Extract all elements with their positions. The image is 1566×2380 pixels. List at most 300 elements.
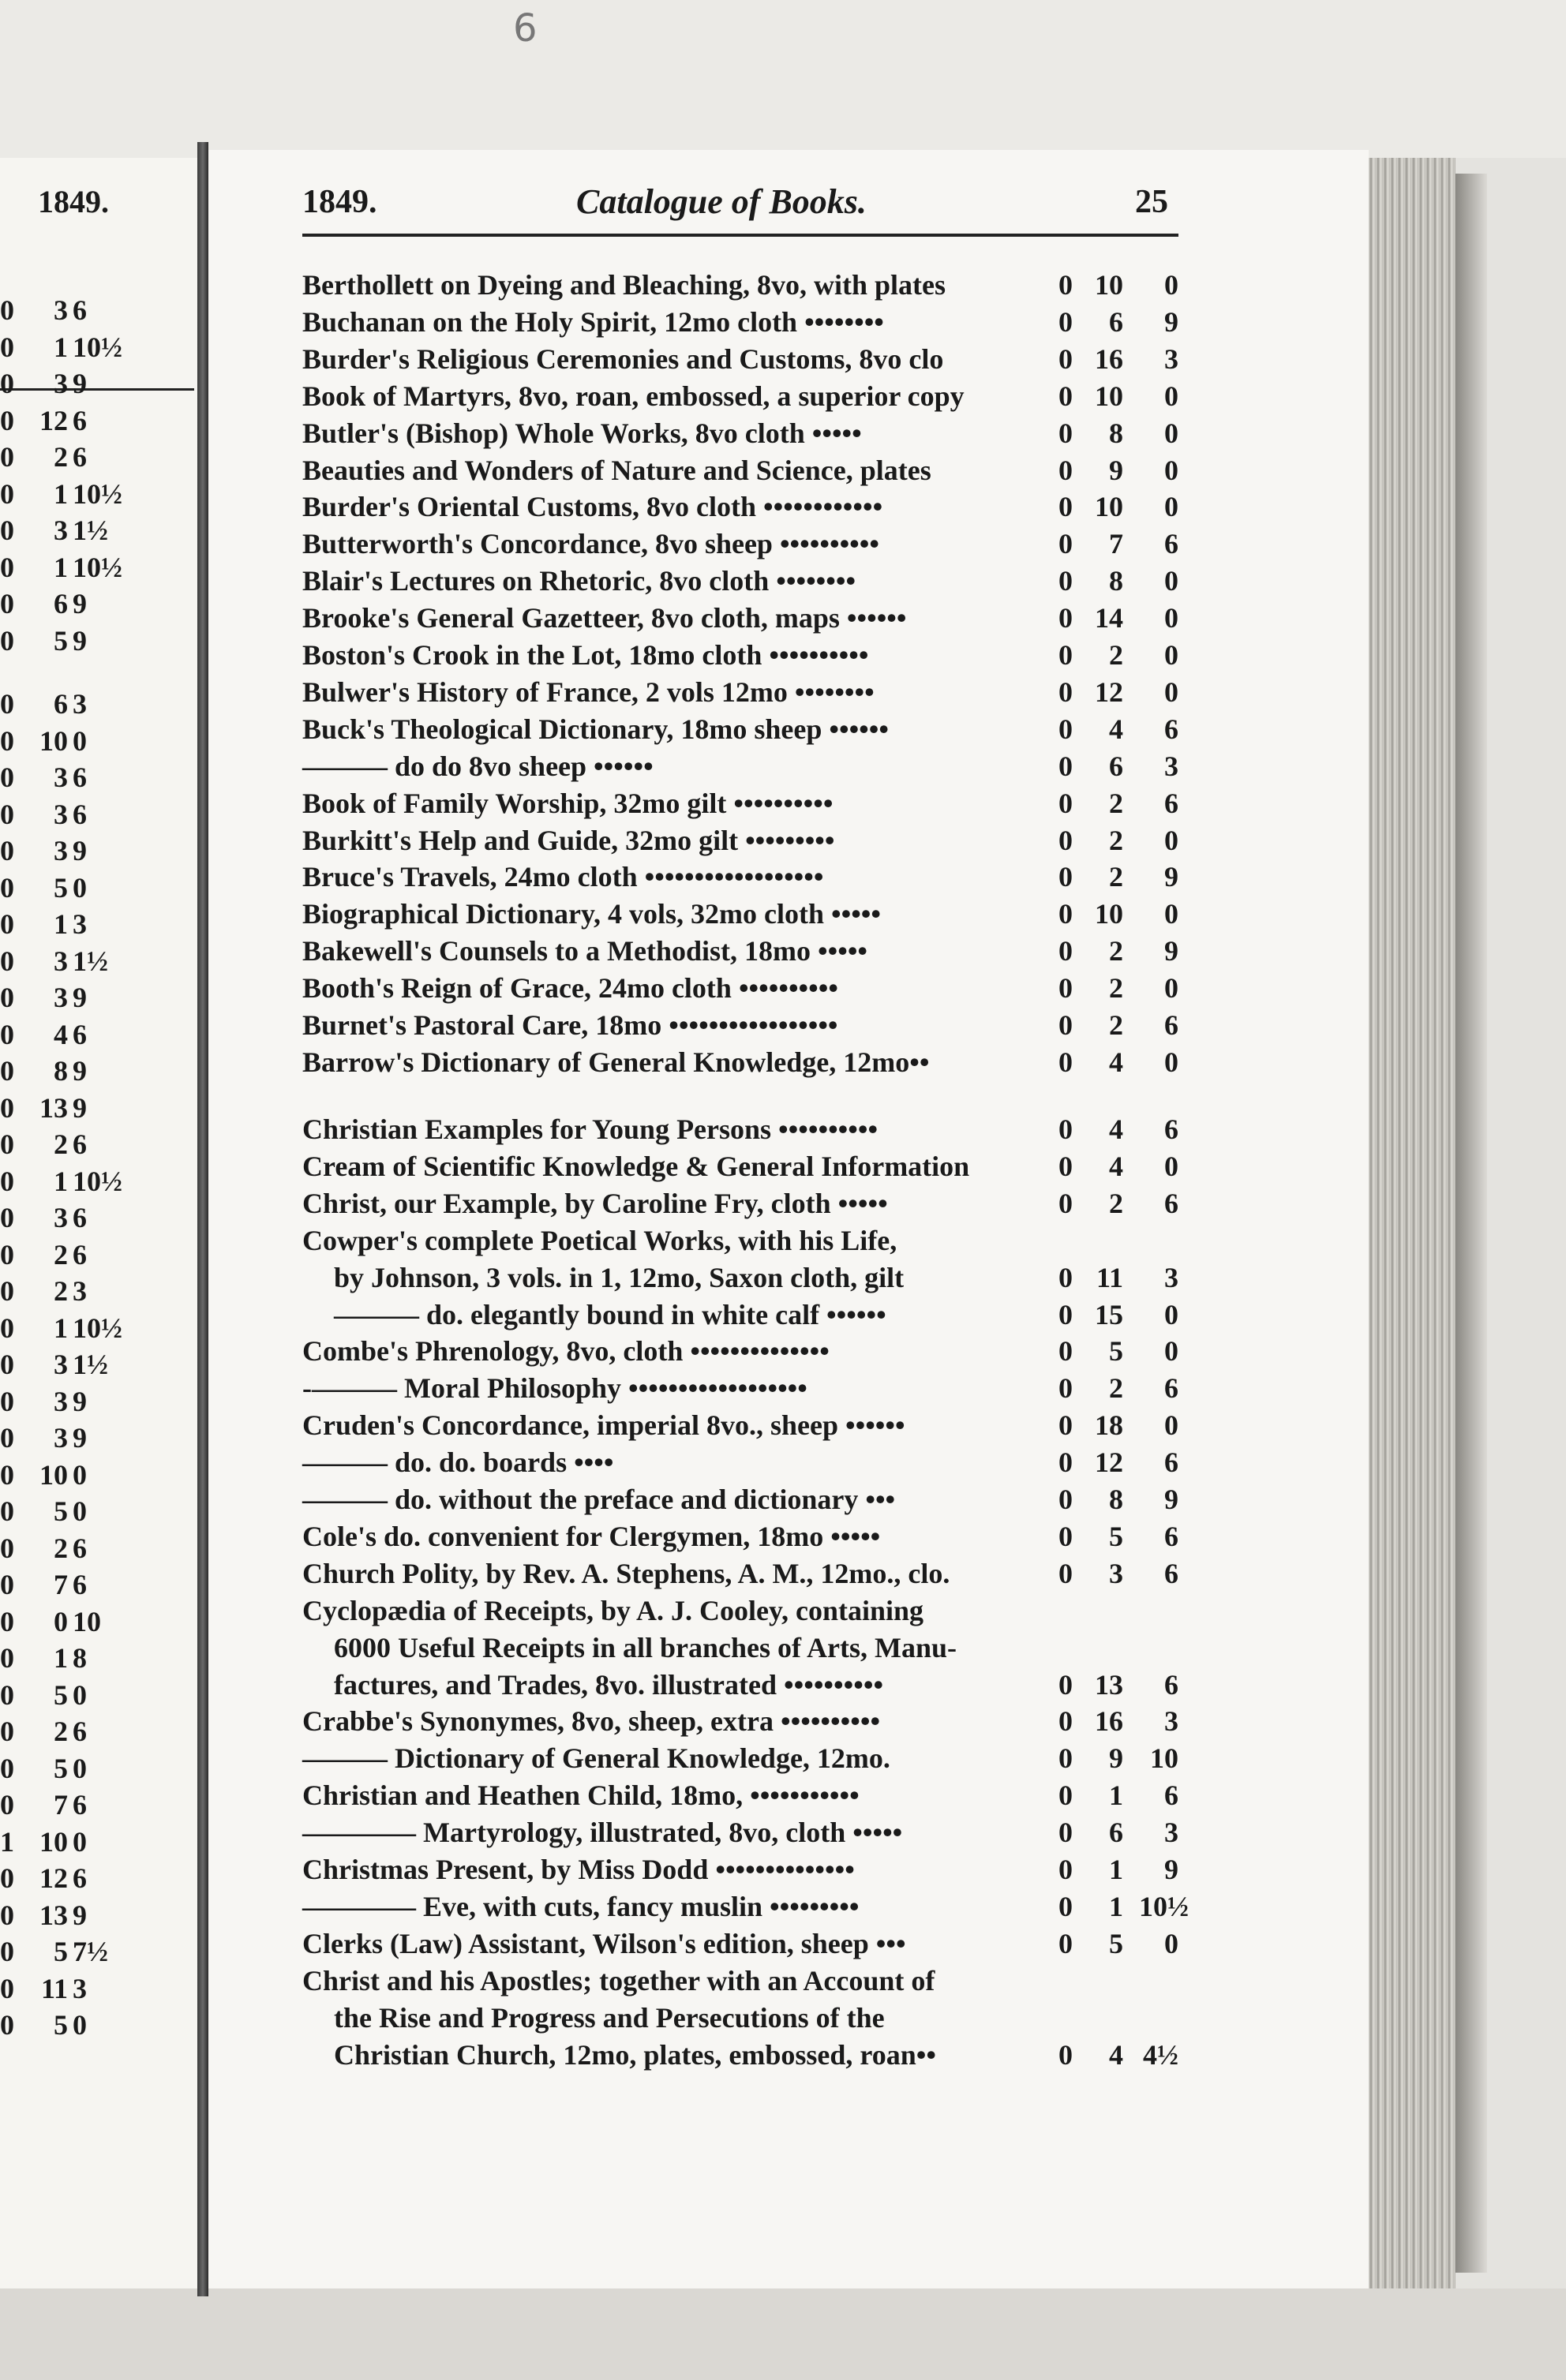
entry-title: Christ and his Apostles; together with an Account of — [302, 1964, 935, 1996]
entry-price-pounds: 0 — [1058, 1150, 1073, 1182]
left-price-pounds: 0 — [0, 688, 14, 720]
left-price-shillings: 5 — [54, 871, 68, 904]
entry-price-pence: 0 — [1164, 639, 1178, 671]
entry-price-pence: 6 — [1164, 787, 1178, 819]
left-price-pounds: 0 — [0, 551, 14, 583]
entry-title: Cyclopædia of Receipts, by A. J. Cooley, containing — [302, 1594, 924, 1626]
left-price-row — [0, 1972, 189, 2008]
left-price-pence: 10½ — [73, 331, 122, 363]
left-price-pounds: 0 — [0, 1752, 14, 1784]
entry-price-pence: 0 — [1164, 269, 1178, 301]
catalogue-entry — [302, 1150, 1182, 1187]
left-price-shillings: 2 — [54, 1275, 68, 1307]
entry-title: the Rise and Progress and Persecutions of the — [334, 2001, 885, 2034]
entry-price-pence: 6 — [1164, 1520, 1178, 1552]
left-price-pence: 9 — [73, 588, 87, 619]
entry-price-shillings: 7 — [1109, 528, 1123, 560]
entry-title: by Johnson, 3 vols. in 1, 12mo, Saxon cloth, gilt — [334, 1261, 905, 1293]
catalogue-entry — [302, 1668, 1182, 1705]
left-price-shillings: 2 — [54, 1716, 68, 1747]
left-price-row — [0, 294, 189, 330]
entry-title: Berthollett on Dyeing and Bleaching, 8vo, with plates — [302, 269, 946, 301]
left-price-pounds: 0 — [0, 477, 14, 510]
entry-price-shillings: 8 — [1109, 1484, 1123, 1515]
entry-price-pounds: 0 — [1058, 935, 1073, 967]
entry-price-shillings: 2 — [1109, 824, 1123, 856]
entry-price-pounds: 0 — [1058, 1705, 1073, 1738]
left-price-pounds: 0 — [0, 1569, 14, 1600]
left-price-row — [0, 1128, 189, 1164]
catalogue-entry — [302, 638, 1182, 675]
entry-price-shillings: 2 — [1109, 1187, 1123, 1219]
left-price-row — [0, 945, 189, 981]
entry-price-pence: 0 — [1164, 454, 1178, 486]
catalogue-entry — [302, 380, 1182, 417]
left-price-pounds: 0 — [0, 1605, 14, 1637]
entry-price-pence: 6 — [1164, 713, 1178, 745]
left-price-shillings: 3 — [54, 1385, 68, 1417]
entry-price-pence: 3 — [1164, 750, 1178, 782]
page-year: 1849. — [302, 184, 377, 220]
entry-title: Christian Examples for Young Persons •••••••••• — [302, 1113, 879, 1145]
header-rule — [302, 234, 1178, 237]
entry-price-shillings: 13 — [1095, 1668, 1123, 1701]
left-price-shillings: 3 — [54, 1202, 68, 1233]
entry-title: Clerks (Law) Assistant, Wilson's edition, sheep ••• — [302, 1927, 906, 1959]
left-price-shillings: 3 — [54, 1349, 68, 1380]
left-price-shillings: 3 — [54, 762, 68, 793]
entry-price-pence: 9 — [1164, 1484, 1178, 1515]
book-gutter — [197, 142, 208, 2296]
entry-price-shillings: 4 — [1109, 713, 1123, 745]
entry-price-pence: 6 — [1164, 1557, 1178, 1589]
entry-price-pence: 0 — [1164, 602, 1178, 634]
scan-background-top — [0, 0, 1566, 158]
entry-title: Cowper's complete Poetical Works, with his Life, — [302, 1224, 897, 1256]
entry-price-pounds: 0 — [1058, 528, 1073, 560]
left-price-row — [0, 1641, 189, 1678]
entry-title: Biographical Dictionary, 4 vols, 32mo cloth ••••• — [302, 898, 882, 930]
entry-price-pence: 6 — [1164, 1187, 1178, 1219]
left-price-row — [0, 1825, 189, 1862]
entry-title: Cream of Scientific Knowledge & General Information — [302, 1150, 970, 1182]
left-price-row — [0, 2008, 189, 2045]
entry-price-pounds: 0 — [1058, 1446, 1073, 1479]
entry-price-pounds: 0 — [1058, 861, 1073, 893]
left-price-shillings: 3 — [54, 798, 68, 830]
left-price-shillings: 6 — [54, 688, 68, 720]
left-price-pence: 0 — [73, 724, 87, 757]
left-price-pounds: 0 — [0, 1789, 14, 1821]
catalogue-entry — [302, 1334, 1182, 1371]
left-price-shillings: 1 — [54, 1312, 68, 1344]
entry-title: Cole's do. convenient for Clergymen, 18mo ••••• — [302, 1520, 881, 1552]
entry-price-pounds: 0 — [1058, 380, 1073, 412]
entry-title: Book of Family Worship, 32mo gilt •••••••••• — [302, 787, 834, 819]
entry-price-shillings: 6 — [1109, 305, 1123, 338]
left-price-pence: 6 — [73, 1569, 87, 1600]
entry-price-pence: 4½ — [1143, 2038, 1178, 2071]
entry-price-shillings: 2 — [1109, 1372, 1123, 1405]
left-price-shillings: 5 — [54, 624, 68, 657]
catalogue-entry — [302, 1046, 1182, 1083]
left-price-pence: 9 — [73, 835, 87, 866]
left-price-shillings: 11 — [40, 1972, 68, 2004]
catalogue-entry — [302, 1371, 1182, 1409]
left-price-row — [0, 1532, 189, 1568]
entry-price-pounds: 0 — [1058, 1668, 1073, 1701]
left-price-shillings: 10 — [39, 724, 68, 757]
catalogue-entry — [302, 2038, 1182, 2075]
left-price-row — [0, 624, 189, 660]
entry-title: Christian Church, 12mo, plates, embossed, roan•• — [334, 2038, 936, 2071]
entry-price-shillings: 3 — [1109, 1557, 1123, 1589]
left-price-pence: 6 — [73, 1128, 87, 1160]
entry-price-shillings: 9 — [1109, 454, 1123, 486]
left-price-pounds: 0 — [0, 1385, 14, 1417]
entry-title: ——— do do 8vo sheep •••••• — [302, 750, 654, 782]
left-price-pounds: 0 — [0, 1862, 14, 1894]
entry-title: Book of Martyrs, 8vo, roan, embossed, a superior copy — [302, 380, 965, 412]
left-price-row — [0, 1312, 189, 1348]
catalogue-entry — [302, 787, 1182, 824]
entry-title: Buchanan on the Holy Spirit, 12mo cloth •••••••• — [302, 305, 884, 338]
left-price-row — [0, 1054, 189, 1091]
catalogue-entry — [302, 1520, 1182, 1557]
left-price-pounds: 0 — [0, 871, 14, 904]
left-price-row — [0, 1458, 189, 1495]
entry-price-pence: 6 — [1164, 1009, 1178, 1041]
catalogue-entry — [302, 713, 1182, 750]
page-edges — [1369, 158, 1455, 2288]
left-price-shillings: 4 — [54, 1018, 68, 1050]
left-price-shillings: 2 — [54, 441, 68, 473]
entry-price-pounds: 0 — [1058, 1113, 1073, 1145]
catalogue-entry — [302, 1631, 1182, 1668]
entry-title: ——— do. elegantly bound in white calf •••••• — [334, 1298, 886, 1330]
entry-price-shillings: 11 — [1096, 1261, 1123, 1293]
left-price-row — [0, 551, 189, 587]
entry-price-shillings: 1 — [1109, 1854, 1123, 1885]
left-price-pounds: 0 — [0, 1091, 14, 1124]
entry-title: Bruce's Travels, 24mo cloth •••••••••••••••••• — [302, 861, 824, 893]
catalogue-entry — [302, 268, 1182, 305]
entry-price-pounds: 0 — [1058, 750, 1073, 782]
left-price-pence: 6 — [73, 1789, 87, 1821]
entry-title: Boston's Crook in the Lot, 18mo cloth •••••••••• — [302, 639, 869, 671]
entry-price-pounds: 0 — [1058, 713, 1073, 745]
catalogue-entry — [302, 490, 1182, 527]
entry-price-pounds: 0 — [1058, 1335, 1073, 1368]
entry-title: ———— Martyrology, illustrated, 8vo, cloth ••••• — [302, 1817, 903, 1849]
entry-price-pence: 6 — [1164, 528, 1178, 560]
left-price-pounds: 0 — [0, 368, 14, 399]
entry-price-shillings: 5 — [1109, 1520, 1123, 1552]
left-price-pounds: 0 — [0, 1018, 14, 1050]
entry-price-shillings: 10 — [1095, 898, 1123, 930]
page-number: 25 — [1135, 184, 1168, 220]
left-price-pounds: 0 — [0, 1899, 14, 1931]
left-price-row — [0, 1788, 189, 1824]
left-price-pence: 9 — [73, 982, 87, 1013]
left-price-shillings: 5 — [54, 1495, 68, 1527]
entry-price-pence: 0 — [1164, 1335, 1178, 1368]
entry-price-shillings: 4 — [1109, 1046, 1123, 1078]
entry-price-pence: 0 — [1164, 1298, 1178, 1330]
left-price-row — [0, 687, 189, 724]
left-price-row — [0, 1348, 189, 1384]
catalogue-entry — [302, 1446, 1182, 1483]
left-price-shillings: 1 — [54, 1642, 68, 1674]
left-price-row — [0, 1678, 189, 1715]
left-price-pence: 0 — [73, 1495, 87, 1527]
catalogue-entry — [302, 1594, 1182, 1631]
left-price-row — [0, 514, 189, 550]
left-price-pounds: 0 — [0, 294, 14, 326]
left-price-pence: 3 — [73, 1275, 87, 1307]
entry-price-pounds: 0 — [1058, 2038, 1073, 2071]
entry-price-pounds: 0 — [1058, 305, 1073, 338]
left-page-year: 1849. — [38, 184, 109, 219]
left-price-pounds: 0 — [0, 724, 14, 757]
catalogue-entry — [302, 897, 1182, 934]
entry-title: Church Polity, by Rev. A. Stephens, A. M., 12mo., clo. — [302, 1557, 950, 1589]
entry-price-shillings: 10 — [1095, 380, 1123, 412]
entry-title: Barrow's Dictionary of General Knowledge, 12mo•• — [302, 1046, 930, 1078]
entry-price-shillings: 4 — [1109, 1113, 1123, 1145]
entry-price-pence: 0 — [1164, 565, 1178, 597]
entry-title: Bulwer's History of France, 2 vols 12mo •••••••• — [302, 675, 875, 708]
entry-title: Bakewell's Counsels to a Methodist, 18mo ••••• — [302, 935, 868, 967]
entry-price-pence: 0 — [1164, 380, 1178, 412]
entry-price-shillings: 8 — [1109, 565, 1123, 597]
entry-price-pence: 10½ — [1139, 1890, 1189, 1922]
catalogue-entry — [302, 1187, 1182, 1224]
left-price-shillings: 1 — [54, 331, 68, 363]
left-price-shillings: 6 — [54, 588, 68, 619]
left-price-row — [0, 1238, 189, 1274]
catalogue-entry — [302, 971, 1182, 1009]
entry-price-pounds: 0 — [1058, 454, 1073, 486]
left-price-pounds: 0 — [0, 1972, 14, 2004]
left-price-pounds: 0 — [0, 1165, 14, 1197]
left-price-row — [0, 1274, 189, 1311]
left-price-pence: 9 — [73, 624, 87, 657]
left-price-pence: 6 — [73, 798, 87, 830]
left-price-shillings: 13 — [39, 1899, 68, 1931]
entry-title: Cruden's Concordance, imperial 8vo., sheep •••••• — [302, 1409, 905, 1442]
left-price-pence: 10½ — [73, 1165, 122, 1197]
left-price-pence: 7½ — [73, 1936, 108, 1967]
entry-price-pence: 3 — [1164, 1817, 1178, 1849]
catalogue-entry — [302, 601, 1182, 638]
entry-title: Combe's Phrenology, 8vo, cloth •••••••••••••• — [302, 1335, 830, 1368]
left-price-pounds: 0 — [0, 1055, 14, 1087]
entry-title: Burkitt's Help and Guide, 32mo gilt ••••••••• — [302, 824, 835, 856]
left-price-shillings: 1 — [54, 908, 68, 940]
left-price-row — [0, 1018, 189, 1054]
entry-price-pounds: 0 — [1058, 824, 1073, 856]
entry-title: -——— Moral Philosophy •••••••••••••••••• — [302, 1372, 807, 1405]
left-price-pence: 9 — [73, 1055, 87, 1087]
left-price-shillings: 12 — [39, 404, 68, 436]
left-price-shillings: 3 — [54, 982, 68, 1013]
entry-title: Christ, our Example, by Caroline Fry, cloth ••••• — [302, 1187, 888, 1219]
catalogue-entry — [302, 1742, 1182, 1779]
left-price-pence: 6 — [73, 1018, 87, 1050]
catalogue-entry — [302, 417, 1182, 454]
left-price-row — [0, 587, 189, 623]
left-price-row — [0, 724, 189, 761]
left-price-pence: 9 — [73, 1091, 87, 1124]
left-price-row — [0, 907, 189, 944]
left-price-shillings: 8 — [54, 1055, 68, 1087]
left-price-pence: 10½ — [73, 551, 122, 583]
entry-price-pence: 0 — [1164, 675, 1178, 708]
entry-price-pence: 6 — [1164, 1779, 1178, 1812]
left-price-pence: 10½ — [73, 1312, 122, 1344]
left-price-row — [0, 1935, 189, 1971]
left-price-pence: 0 — [73, 1458, 87, 1491]
left-price-pence: 1½ — [73, 945, 108, 977]
page-title: Catalogue of Books. — [576, 182, 867, 221]
left-price-row — [0, 331, 189, 367]
catalogue-entry — [302, 2001, 1182, 2038]
left-price-shillings: 3 — [54, 835, 68, 866]
entry-price-shillings: 2 — [1109, 639, 1123, 671]
entry-title: Butler's (Bishop) Whole Works, 8vo cloth ••••• — [302, 417, 862, 449]
left-price-shillings: 3 — [54, 368, 68, 399]
page-edge-shadow — [1455, 174, 1487, 2273]
entry-title: ——— do. do. boards •••• — [302, 1446, 614, 1479]
left-price-row — [0, 477, 189, 514]
entry-price-pence: 3 — [1164, 1705, 1178, 1738]
left-price-row — [0, 1568, 189, 1604]
left-price-shillings: 13 — [39, 1091, 68, 1124]
entry-title: Blair's Lectures on Rhetoric, 8vo cloth •••••••• — [302, 565, 856, 597]
entry-title: Burder's Religious Ceremonies and Customs, 8vo clo — [302, 342, 944, 375]
entry-price-pence: 9 — [1164, 935, 1178, 967]
entry-price-pence: 0 — [1164, 417, 1178, 449]
entry-price-pounds: 0 — [1058, 565, 1073, 597]
left-price-pounds: 0 — [0, 404, 14, 436]
left-price-shillings: 5 — [54, 1752, 68, 1784]
left-price-row — [0, 1091, 189, 1128]
left-price-pounds: 0 — [0, 1532, 14, 1564]
left-price-pounds: 0 — [0, 835, 14, 866]
entry-price-shillings: 2 — [1109, 787, 1123, 819]
entry-price-pence: 0 — [1164, 1409, 1178, 1442]
left-price-pence: 0 — [73, 871, 87, 904]
left-price-pence: 6 — [73, 762, 87, 793]
entry-price-shillings: 6 — [1109, 750, 1123, 782]
entry-price-pence: 6 — [1164, 1668, 1178, 1701]
catalogue-entry — [302, 1964, 1182, 2001]
entry-title: Beauties and Wonders of Nature and Science, plates — [302, 454, 931, 486]
left-price-pence: 6 — [73, 441, 87, 473]
left-price-pounds: 0 — [0, 331, 14, 363]
catalogue-entry — [302, 1483, 1182, 1520]
entry-price-pounds: 0 — [1058, 1009, 1073, 1041]
left-price-pounds: 0 — [0, 908, 14, 940]
entry-title: Burder's Oriental Customs, 8vo cloth •••••••••••• — [302, 491, 883, 523]
entry-price-shillings: 10 — [1095, 269, 1123, 301]
entry-title: Butterworth's Concordance, 8vo sheep •••••••••• — [302, 528, 879, 560]
left-price-row — [0, 834, 189, 870]
catalogue-entry — [302, 1224, 1182, 1261]
left-price-pence: 0 — [73, 1752, 87, 1784]
left-price-shillings: 3 — [54, 945, 68, 977]
catalogue-entry — [302, 675, 1182, 713]
left-price-pence: 3 — [73, 1972, 87, 2004]
left-price-pounds: 0 — [0, 1238, 14, 1270]
left-price-shillings: 5 — [54, 1678, 68, 1711]
entry-price-pence: 3 — [1164, 342, 1178, 375]
entry-title: Christmas Present, by Miss Dodd •••••••••••••• — [302, 1854, 855, 1885]
pencil-mark: 6 — [513, 6, 538, 51]
left-price-pounds: 0 — [0, 515, 14, 546]
left-price-row — [0, 1495, 189, 1531]
left-price-pounds: 0 — [0, 1312, 14, 1344]
entry-price-pence: 6 — [1164, 1446, 1178, 1479]
entry-price-pounds: 0 — [1058, 1409, 1073, 1442]
left-price-shillings: 2 — [54, 1532, 68, 1564]
left-price-row — [0, 1899, 189, 1935]
left-price-pence: 0 — [73, 1678, 87, 1711]
left-price-shillings: 1 — [54, 551, 68, 583]
left-price-pence: 6 — [73, 294, 87, 326]
left-price-shillings: 12 — [39, 1862, 68, 1894]
entry-price-pence: 6 — [1164, 1113, 1178, 1145]
left-price-row — [0, 1862, 189, 1898]
catalogue-entry — [302, 824, 1182, 861]
left-price-shillings: 5 — [54, 2009, 68, 2041]
left-price-pounds: 0 — [0, 1128, 14, 1160]
scan-background-bottom — [0, 2288, 1566, 2380]
left-price-pounds: 0 — [0, 945, 14, 977]
entry-price-shillings: 9 — [1109, 1742, 1123, 1775]
entry-price-pounds: 0 — [1058, 972, 1073, 1005]
left-price-shillings: 10 — [39, 1825, 68, 1858]
left-price-row — [0, 1201, 189, 1237]
entry-price-pounds: 0 — [1058, 1890, 1073, 1922]
left-page-price-column — [0, 158, 189, 2288]
left-price-row — [0, 1385, 189, 1421]
catalogue-entry — [302, 1705, 1182, 1742]
catalogue-entry — [302, 1113, 1182, 1150]
left-price-pence: 6 — [73, 404, 87, 436]
left-price-pounds: 0 — [0, 441, 14, 473]
left-price-row — [0, 798, 189, 834]
catalogue-entry — [302, 1557, 1182, 1594]
entry-price-pounds: 0 — [1058, 787, 1073, 819]
left-price-pence: 9 — [73, 1422, 87, 1454]
left-price-shillings: 5 — [54, 1936, 68, 1967]
left-price-row — [0, 404, 189, 440]
left-price-pounds: 0 — [0, 1275, 14, 1307]
entry-price-pounds: 0 — [1058, 1261, 1073, 1293]
catalogue-entry — [302, 860, 1182, 897]
left-price-pence: 6 — [73, 1862, 87, 1894]
entry-price-pounds: 0 — [1058, 1298, 1073, 1330]
left-price-row — [0, 981, 189, 1017]
left-price-shillings: 3 — [54, 294, 68, 326]
left-price-pounds: 0 — [0, 588, 14, 619]
entry-title: Burnet's Pastoral Care, 18mo ••••••••••••••••• — [302, 1009, 838, 1041]
left-price-pounds: 0 — [0, 1458, 14, 1491]
entry-price-pounds: 0 — [1058, 1187, 1073, 1219]
entry-price-pounds: 0 — [1058, 1817, 1073, 1849]
